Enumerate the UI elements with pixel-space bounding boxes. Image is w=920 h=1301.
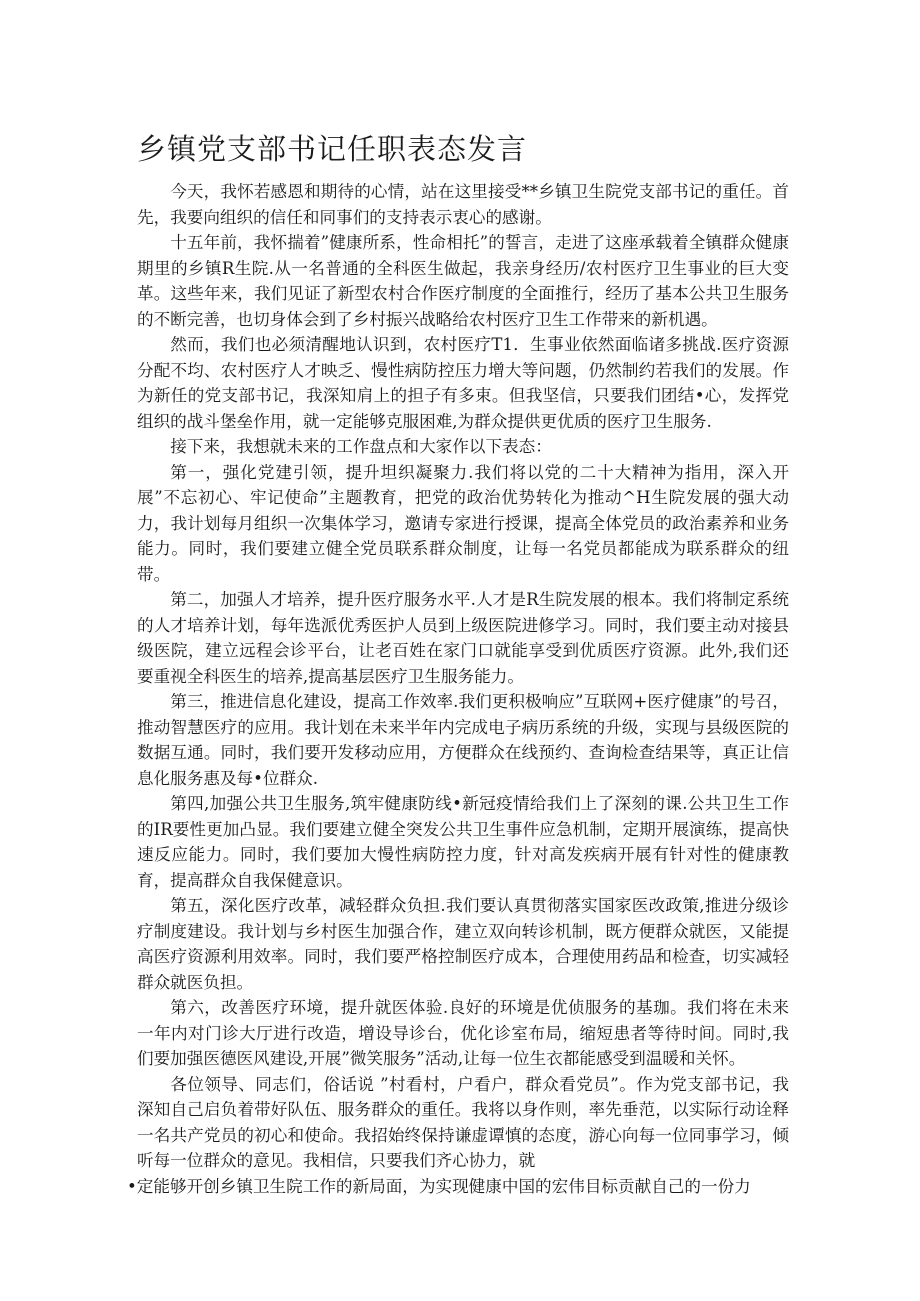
paragraph: 第一，强化党建引领，提升坦织凝聚力.我们将以党的二十大精神为指用，深入开展”不忘初心、牢记使命”主题教育，把党的政治优势转化为推动^H生院发展的强大动力，我计划每月组织一次集体学习，邀请专家进行授课，提高全体党员的政治素养和业务能力。同时，我们要建立健全党员联系群众制度，让每一名党员都能成为联系群众的纽带。 <box>137 462 789 584</box>
paragraph: 然而，我们也必须清醒地认识到，农村医疗T1．生事业依然面临诸多挑战.医疗资源分配不均、农村医疗人才映乏、慢性病防控压力增大等问题，仍然制约若我们的发展。作为新任的党支部书记，我深知肩上的担子有多束。但我坚信，只要我们团结•心，发挥党组织的战斗堡垒作用，就一定能够克服困难,为群众提供更优质的医疗卫生服务. <box>137 335 789 431</box>
paragraph: 第二，加强人才培养，提升医疗服务水平.人才是R生院发展的根本。我们将制定系统的人才培养计划，每年选派优秀医护人员到上级医院进修学习。同时，我们要主动对接县级医院，建立远程会诊平台，让老百姓在家门口就能享受到优质医疗资源。此外,我们还要重视全科医生的培养,提高基层医疗卫生服务能力。 <box>137 590 789 686</box>
closing-line: •定能够开创乡镇卫生院工作的新局面，为实现健康中国的宏伟目标贡献自己的一份力 <box>127 1176 751 1196</box>
paragraph: 接下来，我想就未来的工作盘点和大家作以下表态： <box>170 437 552 456</box>
paragraph: 第六，改善医疗环境，提升就医体验.良好的环境是优侦服务的基珈。我们将在未来一年内对门诊大厅进行改造，增设导诊台，优化诊室布局，缩短患者等待时间。同时,我们要加强医德医风建设,开展”微笑服务”活动,让每一位生衣都能感受到温暖和关怀。 <box>137 998 789 1068</box>
paragraph: 今天，我怀若感恩和期待的心情，站在这里接受**乡镇卫生院党支部书记的重任。首先，我要向组织的信任和同事们的支持表示衷心的感谢。 <box>137 182 789 227</box>
paragraph: 十五年前，我怀揣着”健康所系，性命相托”的誓言，走进了这座承载着全镇群众健康期里的乡镇R生院.从一名普通的全科医生做起，我亲身经历/农村医疗卫生事业的巨大变革。这些年来，我们见证了新型农村合作医疗制度的全面推行，经历了基本公共卫生服务的不断完善，也切身体会到了乡村振兴战略给农村医疗卫生工作带来的新机遇。 <box>137 233 789 329</box>
paragraph: 各位领导、同志们，俗话说 ”村看村，户看户，群众看党员”。作为党支部书记，我深知自己启负着带好队伍、服务群众的重任。我将以身作则，率先垂范，以实际行动诠释一名共产党员的初心和使命。我招始终保持谦虚谭慎的态度，游心向每一位同事学习，倾听每一位群众的意见。我相信，只要我们齐心协力，就 <box>137 1074 789 1170</box>
document-title: 乡镇党支部书记任职表态发言 <box>137 132 528 166</box>
paragraph: 第四,加强公共卫生服务,筑牢健康防线•新冠疫情给我们上了深刻的课.公共卫生工作的IR要性更加凸显。我们要建立健全突发公共卫生事件应急机制，定期开展演练，提高快速反应能力。同时，我们要加大慢性病防控力度，针对高发疾病开展有针对性的健康教育，提高群众自我保健意识。 <box>137 794 789 890</box>
paragraph: 第三，推进信息化建设，提高工作效率.我们更积极响应”互联网+医疗健康”的号召，推动智慧医疗的应用。我计划在未来半年内完成电子病历系统的升级，实现与县级医院的数据互通。同时，我们要开发移动应用，方便群众在线预约、查询检查结果等，真正让信息化服务惠及每•位群众. <box>137 692 789 788</box>
paragraph: 第五，深化医疗改革，减轻群众负担.我们要认真贯彻落实国家医改政策,推进分级诊疗制度建设。我计划与乡村医生加强合作，建立双向转诊机制，既方便群众就医，又能提高医疗资源利用效率。同时，我们要严格控制医疗成本，合理使用药品和检查，切实减轻群众就医负担。 <box>137 896 789 992</box>
document-body <box>127 179 789 1199</box>
